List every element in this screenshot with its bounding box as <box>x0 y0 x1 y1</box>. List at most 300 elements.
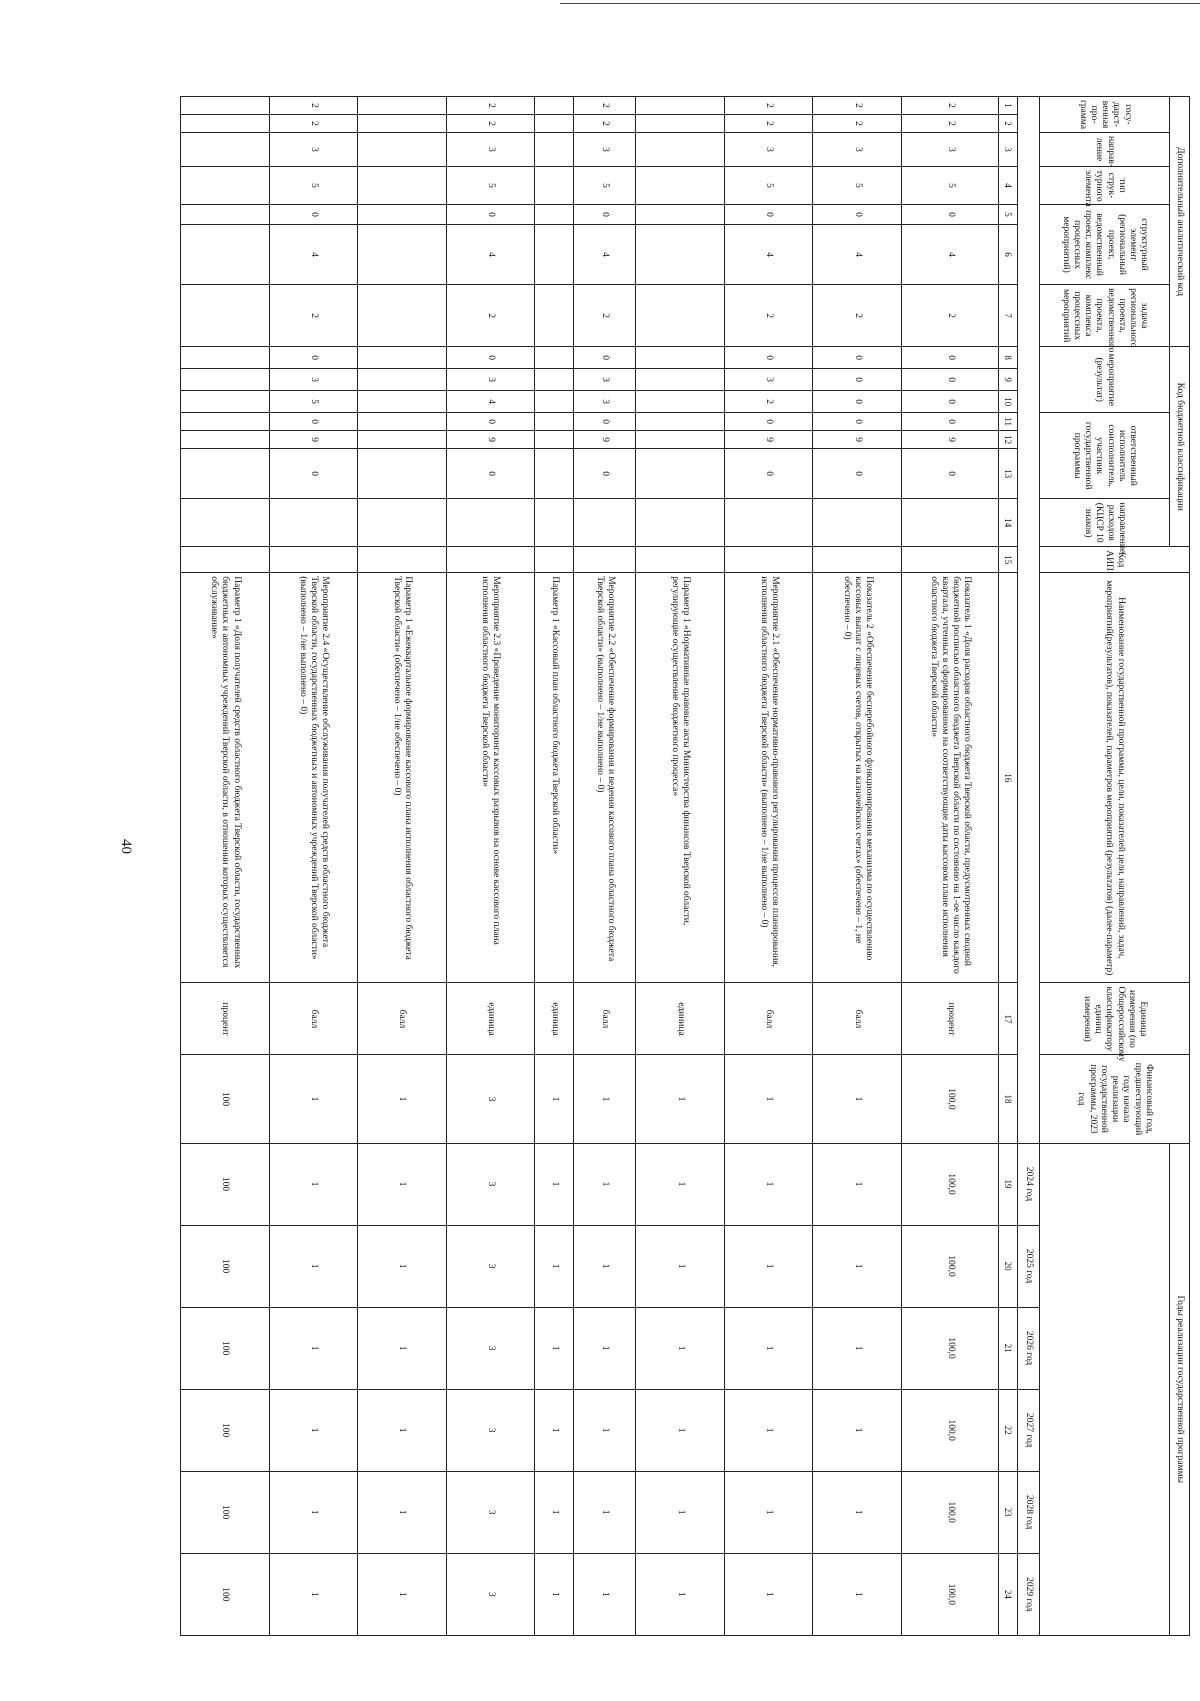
code-cell <box>901 499 998 547</box>
code-cell <box>446 547 534 573</box>
header-year-2028: 2028 год <box>1018 1471 1040 1553</box>
code-cell: 0 <box>813 347 901 369</box>
code-cell <box>636 547 724 573</box>
year-value: 1 <box>358 1143 446 1225</box>
base-year-value: 1 <box>724 1055 812 1143</box>
year-value: 100,0 <box>901 1143 998 1225</box>
table-row <box>573 97 636 1636</box>
code-cell <box>181 547 270 573</box>
year-value: 3 <box>446 1471 534 1553</box>
col-number: 7 <box>999 285 1018 347</box>
col-number: 20 <box>999 1225 1018 1307</box>
code-cell: 5 <box>269 391 357 413</box>
code-cell: 4 <box>446 391 534 413</box>
code-cell: 5 <box>446 167 534 205</box>
code-cell <box>636 205 724 225</box>
code-cell <box>535 391 574 413</box>
year-value: 1 <box>636 1225 724 1307</box>
code-cell: 3 <box>269 369 357 391</box>
code-cell: 9 <box>269 431 357 449</box>
code-cell <box>269 499 357 547</box>
year-value: 3 <box>446 1143 534 1225</box>
unit-cell: балл <box>813 983 901 1055</box>
header-base-year: Финансовый год, предшествующий году начала реализации государственной программы, 2023 год <box>1040 1055 1190 1143</box>
page-number: 40 <box>118 839 134 854</box>
code-cell <box>573 499 636 547</box>
code-cell: 5 <box>573 167 636 205</box>
code-cell: 0 <box>724 449 812 499</box>
year-value: 1 <box>269 1553 357 1635</box>
year-value: 1 <box>813 1471 901 1553</box>
code-cell: 2 <box>724 285 812 347</box>
code-cell <box>535 97 574 115</box>
code-cell: 9 <box>446 431 534 449</box>
code-cell: 0 <box>573 413 636 431</box>
code-cell: 0 <box>724 413 812 431</box>
col-number: 22 <box>999 1389 1018 1471</box>
code-cell: 2 <box>901 285 998 347</box>
code-cell <box>181 499 270 547</box>
base-year-value: 100,0 <box>901 1055 998 1143</box>
code-cell: 9 <box>724 431 812 449</box>
code-cell: 3 <box>573 133 636 167</box>
program-table <box>180 96 1190 1636</box>
code-cell: 4 <box>269 225 357 285</box>
code-cell <box>358 285 446 347</box>
code-cell <box>358 167 446 205</box>
code-cell <box>636 413 724 431</box>
year-value: 1 <box>358 1225 446 1307</box>
code-cell <box>358 449 446 499</box>
code-cell: 3 <box>573 369 636 391</box>
code-cell: 0 <box>446 413 534 431</box>
code-cell: 0 <box>901 413 998 431</box>
year-value: 1 <box>636 1307 724 1389</box>
header-tip: тип струк-турного элемента <box>1040 167 1170 205</box>
header-exp: направление расходов (КЦСР 10 знаков) <box>1040 499 1170 547</box>
year-value: 100,0 <box>901 1471 998 1553</box>
code-cell <box>181 97 270 115</box>
code-cell: 2 <box>446 97 534 115</box>
year-value: 1 <box>636 1143 724 1225</box>
code-cell <box>181 431 270 449</box>
code-cell: 3 <box>446 133 534 167</box>
year-value: 1 <box>813 1553 901 1635</box>
code-cell <box>636 133 724 167</box>
code-cell: 2 <box>724 115 812 133</box>
table-row <box>724 97 812 1636</box>
col-number: 14 <box>999 499 1018 547</box>
code-cell: 0 <box>269 449 357 499</box>
year-value: 1 <box>535 1389 574 1471</box>
code-cell: 0 <box>813 413 901 431</box>
unit-cell: балл <box>269 983 357 1055</box>
code-cell <box>181 167 270 205</box>
code-cell <box>358 499 446 547</box>
code-cell <box>358 369 446 391</box>
year-value: 1 <box>724 1471 812 1553</box>
header-gp: госу-дарст-венная про-грамма <box>1040 97 1170 133</box>
col-number: 9 <box>999 369 1018 391</box>
year-value: 1 <box>269 1389 357 1471</box>
col-number: 5 <box>999 205 1018 225</box>
code-cell: 0 <box>813 369 901 391</box>
code-cell <box>535 205 574 225</box>
code-cell <box>901 547 998 573</box>
code-cell: 2 <box>573 97 636 115</box>
code-cell <box>636 285 724 347</box>
code-cell: 2 <box>269 285 357 347</box>
table-body <box>181 97 999 1636</box>
year-value: 3 <box>446 1307 534 1389</box>
base-year-value: 1 <box>358 1055 446 1143</box>
code-cell <box>269 547 357 573</box>
header-analytic-group: Дополнительный аналитический код <box>1170 97 1190 347</box>
col-number: 2 <box>999 115 1018 133</box>
code-cell <box>636 391 724 413</box>
table-row <box>269 97 357 1636</box>
code-cell: 0 <box>813 391 901 413</box>
col-number: 10 <box>999 391 1018 413</box>
code-cell <box>535 115 574 133</box>
col-number: 23 <box>999 1471 1018 1553</box>
year-value: 1 <box>636 1471 724 1553</box>
item-name: Параметр 1 «Нормативные правовые акты Министерства финансов Тверской области, регулирующие осуществление бюджетного процесса» <box>636 573 724 983</box>
header-task: задача регионального проекта, ведомственного проекта, комплекса процессных мероприятий <box>1040 285 1170 347</box>
year-value: 1 <box>636 1389 724 1471</box>
code-cell: 3 <box>573 391 636 413</box>
col-number: 13 <box>999 449 1018 499</box>
code-cell <box>636 369 724 391</box>
code-cell <box>358 225 446 285</box>
table-row <box>901 97 998 1636</box>
code-cell <box>446 499 534 547</box>
unit-cell: балл <box>358 983 446 1055</box>
item-name: Параметр 1 «Кассовый план областного бюджета Тверской области» <box>535 573 574 983</box>
code-cell: 2 <box>724 97 812 115</box>
code-cell: 0 <box>901 391 998 413</box>
code-cell <box>535 347 574 369</box>
code-cell <box>181 285 270 347</box>
header-code-aip: Код АИП <box>1040 547 1190 573</box>
item-name: Мероприятие 2.2 «Обеспечение формирования и ведения кассового плана областного бюджета Тверской области» (выполнено – 1/не выполнено – 0) <box>573 573 636 983</box>
col-number: 17 <box>999 983 1018 1055</box>
code-cell <box>535 449 574 499</box>
code-cell: 2 <box>573 115 636 133</box>
item-name: Показатель 1 «Доля расходов областного бюджета Тверской области, предусмотренных сводной бюджетной росписью областного бюджета Тверской области по состоянию на 1-ое число каждого квартала, учтенных в сформированном на соответствующие даты кассовом плане исполнения областного бюджета Тверской области» <box>901 573 998 983</box>
header-resp: ответственный исполнитель соисполнитель, участник государственной программы <box>1040 413 1170 499</box>
year-value: 100 <box>181 1143 270 1225</box>
unit-cell: процент <box>181 983 270 1055</box>
unit-cell: балл <box>573 983 636 1055</box>
year-value: 100 <box>181 1225 270 1307</box>
code-cell <box>181 391 270 413</box>
year-value: 100,0 <box>901 1307 998 1389</box>
year-value: 1 <box>573 1143 636 1225</box>
code-cell: 5 <box>813 167 901 205</box>
code-cell: 0 <box>573 449 636 499</box>
code-cell <box>358 413 446 431</box>
header-unit: Единица измерения (по Общероссийскому классификатору единиц измерения) <box>1040 983 1190 1055</box>
year-value: 1 <box>724 1307 812 1389</box>
base-year-value: 1 <box>636 1055 724 1143</box>
code-cell: 0 <box>269 205 357 225</box>
year-value: 1 <box>573 1389 636 1471</box>
year-value: 1 <box>535 1553 574 1635</box>
code-cell: 0 <box>446 347 534 369</box>
code-cell <box>358 391 446 413</box>
header-years-spacer <box>1040 1143 1170 1635</box>
base-year-value: 100 <box>181 1055 270 1143</box>
code-cell <box>636 167 724 205</box>
year-value: 1 <box>269 1225 357 1307</box>
base-year-value: 1 <box>813 1055 901 1143</box>
code-cell: 4 <box>724 225 812 285</box>
code-cell: 3 <box>813 133 901 167</box>
year-value: 3 <box>446 1389 534 1471</box>
col-number: 8 <box>999 347 1018 369</box>
code-cell <box>724 547 812 573</box>
code-cell <box>636 449 724 499</box>
year-value: 1 <box>813 1389 901 1471</box>
code-cell: 2 <box>813 285 901 347</box>
code-cell <box>358 347 446 369</box>
year-value: 1 <box>724 1225 812 1307</box>
code-cell: 9 <box>813 431 901 449</box>
year-value: 1 <box>358 1307 446 1389</box>
col-number: 24 <box>999 1553 1018 1635</box>
year-value: 1 <box>269 1307 357 1389</box>
year-value: 1 <box>573 1225 636 1307</box>
code-cell: 0 <box>724 347 812 369</box>
year-value: 1 <box>724 1553 812 1635</box>
table-row <box>813 97 901 1636</box>
code-cell <box>636 499 724 547</box>
code-cell: 0 <box>269 347 357 369</box>
year-value: 100 <box>181 1389 270 1471</box>
code-cell: 0 <box>901 347 998 369</box>
code-cell: 2 <box>901 97 998 115</box>
table-row <box>636 97 724 1636</box>
code-cell: 5 <box>901 167 998 205</box>
code-cell <box>181 225 270 285</box>
code-cell: 5 <box>724 167 812 205</box>
col-number: 3 <box>999 133 1018 167</box>
year-value: 100 <box>181 1553 270 1635</box>
code-cell <box>358 431 446 449</box>
unit-cell: единица <box>636 983 724 1055</box>
header-year-2026: 2026 год <box>1018 1307 1040 1389</box>
code-cell <box>813 547 901 573</box>
code-cell: 0 <box>813 449 901 499</box>
year-value: 1 <box>358 1553 446 1635</box>
code-cell <box>535 133 574 167</box>
header-event: мероприятие (результат) <box>1040 347 1170 413</box>
year-value: 100,0 <box>901 1553 998 1635</box>
code-cell <box>181 115 270 133</box>
header-spacer <box>1018 97 1040 1144</box>
unit-cell: единица <box>535 983 574 1055</box>
code-cell: 0 <box>269 413 357 431</box>
year-value: 1 <box>358 1471 446 1553</box>
year-value: 1 <box>269 1143 357 1225</box>
code-cell <box>358 97 446 115</box>
column-numbers-row <box>999 97 1018 1636</box>
code-cell <box>535 225 574 285</box>
year-value: 100,0 <box>901 1389 998 1471</box>
code-cell <box>813 499 901 547</box>
code-cell <box>535 167 574 205</box>
code-cell: 0 <box>446 449 534 499</box>
code-cell: 2 <box>813 97 901 115</box>
year-value: 1 <box>573 1553 636 1635</box>
year-value: 1 <box>535 1143 574 1225</box>
code-cell: 2 <box>269 97 357 115</box>
code-cell <box>636 347 724 369</box>
header-budget-group: Код бюджетной классификации <box>1170 347 1190 547</box>
code-cell: 2 <box>573 285 636 347</box>
base-year-value: 1 <box>535 1055 574 1143</box>
year-value: 3 <box>446 1225 534 1307</box>
code-cell <box>358 133 446 167</box>
code-cell <box>181 205 270 225</box>
col-number: 21 <box>999 1307 1018 1389</box>
item-name: Параметр 1 «Ежеквартальное формирование кассового плана исполнения областного бюджета Тверской области» (обеспечено – 1/не обеспечено – 0) <box>358 573 446 983</box>
year-value: 1 <box>636 1553 724 1635</box>
code-cell: 0 <box>446 205 534 225</box>
item-name: Мероприятие 2.3 «Проведение мониторинга кассовых разрывов на основе кассового плана исполнения областного бюджета Тверской области» <box>446 573 534 983</box>
code-cell: 2 <box>446 115 534 133</box>
table-row <box>535 97 574 1636</box>
table-row <box>181 97 270 1636</box>
col-number: 19 <box>999 1143 1018 1225</box>
code-cell: 2 <box>446 285 534 347</box>
col-number: 12 <box>999 431 1018 449</box>
item-name: Параметр 1 «Доля получателей средств областного бюджета Тверской области, государственных бюджетных и автономных учреждений Тверской области, в отношении которых осуществляется обслуживание» <box>181 573 270 983</box>
code-cell <box>636 97 724 115</box>
code-cell: 0 <box>573 205 636 225</box>
year-value: 1 <box>535 1225 574 1307</box>
code-cell: 3 <box>724 369 812 391</box>
code-cell <box>535 285 574 347</box>
code-cell <box>535 547 574 573</box>
header-year-2027: 2027 год <box>1018 1389 1040 1471</box>
top-rule <box>560 3 1200 4</box>
year-value: 1 <box>724 1143 812 1225</box>
code-cell: 4 <box>573 225 636 285</box>
code-cell <box>181 413 270 431</box>
code-cell <box>358 205 446 225</box>
year-value: 1 <box>573 1471 636 1553</box>
base-year-value: 1 <box>269 1055 357 1143</box>
code-cell: 2 <box>724 391 812 413</box>
code-cell <box>181 347 270 369</box>
year-value: 100 <box>181 1471 270 1553</box>
header-name: Наименование государственной программы, цели, показателей цели, направлений, задач, мероприятий(результатов), показателей, параметров мероприятий (результатов) (далее-параметр) <box>1040 573 1190 983</box>
code-cell <box>535 369 574 391</box>
code-cell <box>535 413 574 431</box>
code-cell <box>573 547 636 573</box>
item-name: Мероприятие 2.1 «Обеспечение нормативно-правового регулирования процессов планирования, исполнения областного бюджета Тверской области» (выполнено – 1/не выполнено – 0) <box>724 573 812 983</box>
year-value: 1 <box>358 1389 446 1471</box>
code-cell: 3 <box>724 133 812 167</box>
code-cell <box>535 431 574 449</box>
code-cell: 0 <box>573 347 636 369</box>
header-year-2024: 2024 год <box>1018 1143 1040 1225</box>
base-year-value: 3 <box>446 1055 534 1143</box>
header-years-group: Годы реализации государственной программы <box>1170 1143 1190 1635</box>
code-cell: 2 <box>269 115 357 133</box>
col-number: 6 <box>999 225 1018 285</box>
col-number: 4 <box>999 167 1018 205</box>
rotated-table-wrapper <box>180 96 1190 1636</box>
code-cell: 4 <box>813 225 901 285</box>
unit-cell: балл <box>724 983 812 1055</box>
header-struct: структурный элемент (региональный проект, ведомственный проект, комплекс процессных мероприятий) <box>1040 205 1170 285</box>
year-value: 3 <box>446 1553 534 1635</box>
code-cell <box>358 547 446 573</box>
code-cell <box>181 449 270 499</box>
year-value: 1 <box>573 1307 636 1389</box>
year-value: 1 <box>535 1471 574 1553</box>
code-cell <box>636 431 724 449</box>
year-value: 1 <box>813 1143 901 1225</box>
code-cell: 9 <box>901 431 998 449</box>
code-cell <box>358 115 446 133</box>
year-value: 1 <box>813 1307 901 1389</box>
code-cell: 0 <box>813 205 901 225</box>
year-value: 1 <box>269 1471 357 1553</box>
code-cell: 9 <box>573 431 636 449</box>
code-cell: 0 <box>724 205 812 225</box>
col-number: 11 <box>999 413 1018 431</box>
item-name: Показатель 2 «Обеспечение бесперебойного функционирования механизма по осуществлению кассовых выплат с лицевых счетов, открытых на казначейских счетах» (обеспечено – 1, не обеспечено – 0) <box>813 573 901 983</box>
code-cell <box>636 115 724 133</box>
year-value: 100,0 <box>901 1225 998 1307</box>
year-value: 1 <box>813 1225 901 1307</box>
code-cell: 3 <box>901 133 998 167</box>
base-year-value: 1 <box>573 1055 636 1143</box>
col-number: 15 <box>999 547 1018 573</box>
year-value: 100 <box>181 1307 270 1389</box>
code-cell: 3 <box>446 369 534 391</box>
code-cell: 0 <box>901 369 998 391</box>
col-number: 1 <box>999 97 1018 115</box>
item-name: Мероприятие 2.4 «Осуществление обслуживания получателей средств областного бюджета Тверской области, государственных бюджетных и автономных учреждений Тверской области» (выполнено – 1/не выполнено – 0) <box>269 573 357 983</box>
year-value: 1 <box>535 1307 574 1389</box>
header-year-2029: 2029 год <box>1018 1553 1040 1635</box>
year-value: 1 <box>724 1389 812 1471</box>
code-cell: 5 <box>269 167 357 205</box>
code-cell: 4 <box>901 225 998 285</box>
code-cell: 0 <box>901 205 998 225</box>
header-year-2025: 2025 год <box>1018 1225 1040 1307</box>
code-cell: 3 <box>269 133 357 167</box>
table-row <box>358 97 446 1636</box>
header-napr: направ-ление <box>1040 133 1170 167</box>
col-number: 18 <box>999 1055 1018 1143</box>
code-cell <box>535 499 574 547</box>
code-cell <box>181 369 270 391</box>
code-cell: 2 <box>813 115 901 133</box>
code-cell <box>181 133 270 167</box>
unit-cell: процент <box>901 983 998 1055</box>
code-cell <box>636 225 724 285</box>
unit-cell: единица <box>446 983 534 1055</box>
code-cell: 2 <box>901 115 998 133</box>
code-cell <box>724 499 812 547</box>
code-cell: 4 <box>446 225 534 285</box>
